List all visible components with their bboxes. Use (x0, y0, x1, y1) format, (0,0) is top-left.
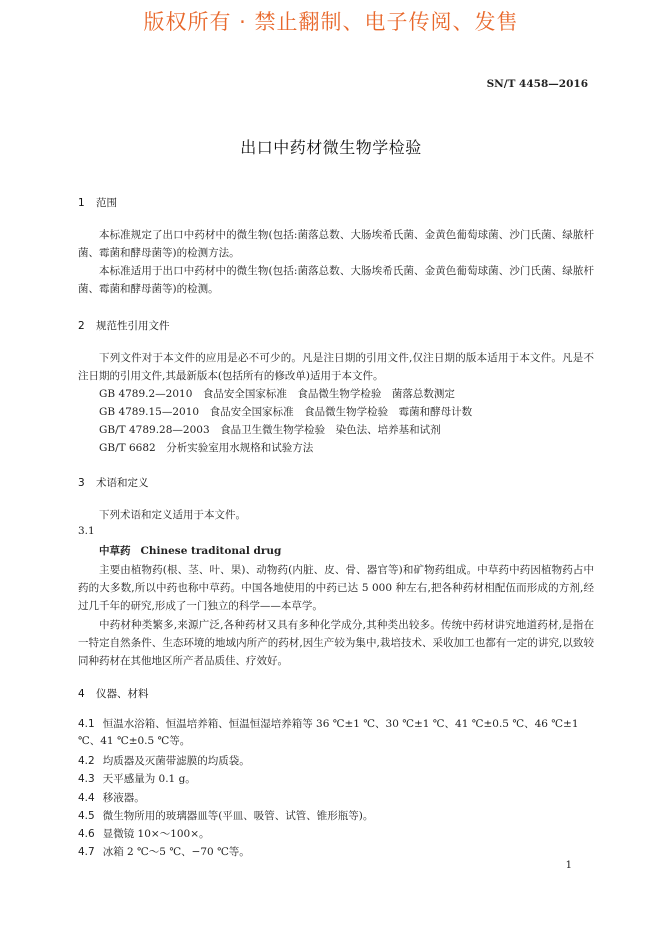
item-text: 冰箱 2 ℃～5 ℃、−70 ℃等。 (102, 846, 250, 858)
section-number: 1 (78, 197, 85, 209)
section-title: 术语和定义 (96, 477, 149, 489)
term-chinese: 中草药 (99, 545, 131, 557)
section-title: 范围 (96, 197, 117, 209)
item-text: 微生物所用的玻璃器皿等(平皿、吸管、试管、锥形瓶等)。 (102, 810, 374, 822)
section-number: 2 (78, 320, 85, 332)
section-1-heading (78, 195, 117, 210)
list-item (78, 753, 594, 770)
reference-item: GB/T 4789.28—2003 食品卫生微生物学检验 染色法、培养基和试剂 (99, 424, 441, 436)
list-item (78, 826, 594, 843)
section-3-heading (78, 475, 149, 490)
page-number: 1 (565, 860, 572, 871)
document-title: 出口中药材微生物学检验 (240, 138, 422, 157)
list-item (78, 716, 594, 750)
section-number: 3 (78, 477, 85, 489)
list-item (78, 790, 594, 807)
definition-paragraph: 主要由植物药(根、茎、叶、果)、动物药(内脏、皮、骨、器官等)和矿物药组成。中草药中药因植物药占中药的大多数,所以中药也称中草药。中国各地使用的中药已达 5 000 种左右,把各种药材相配伍而形成的方剂,经过几千年的研究,形成了一门独立的科学——本草学。 (78, 564, 594, 612)
standard-code: SN/T 4458—2016 (486, 78, 588, 90)
item-text: 恒温水浴箱、恒温培养箱、恒温恒湿培养箱等 36 ℃±1 ℃、30 ℃±1 ℃、41 ℃±0.5 ℃、46 ℃±1 ℃、41 ℃±0.5 ℃等。 (78, 718, 579, 747)
section-number: 4 (78, 688, 85, 700)
item-text: 显微镜 10×～100×。 (102, 828, 210, 840)
item-number: 4.7 (78, 846, 95, 858)
item-number: 4.2 (78, 755, 95, 767)
item-text: 天平感量为 0.1 g。 (102, 773, 196, 785)
item-number: 4.5 (78, 810, 95, 822)
paragraph: 下列文件对于本文件的应用是必不可少的。凡是注日期的引用文件,仅注日期的版本适用于本文件。凡是不注日期的引用文件,其最新版本(包括所有的修改单)适用于本文件。 (78, 352, 594, 382)
item-number: 4.4 (78, 792, 95, 804)
section-2-heading (78, 318, 170, 333)
reference-item: GB 4789.15—2010 食品安全国家标准 食品微生物学检验 霉菌和酵母计数 (99, 406, 473, 418)
section-title: 规范性引用文件 (96, 320, 170, 332)
paragraph: 下列术语和定义适用于本文件。 (99, 509, 246, 521)
list-item (78, 844, 594, 861)
item-text: 均质器及灭菌带滤膜的均质袋。 (102, 755, 250, 767)
section-title: 仪器、材料 (96, 688, 149, 700)
reference-item: GB/T 6682 分析实验室用水规格和试验方法 (99, 442, 314, 454)
term-heading (99, 543, 281, 558)
list-item (78, 808, 594, 825)
paragraph: 本标准规定了出口中药材中的微生物(包括:菌落总数、大肠埃希氏菌、金黄色葡萄球菌、沙门氏菌、绿脓杆菌、霉菌和酵母菌等)的检测方法。 (78, 229, 594, 259)
section-4-heading (78, 686, 149, 701)
item-number: 4.3 (78, 773, 95, 785)
definition-paragraph: 中药材种类繁多,来源广泛,各种药材又具有多种化学成分,其种类出较多。传统中药材讲究地道药材,是指在一特定自然条件、生态环境的地域内所产的药材,因生产较为集中,栽培技术、采收加工也都有一定的讲究,以致较同种药材在其他地区所产者品质佳、疗效好。 (78, 619, 594, 667)
reference-item: GB 4789.2—2010 食品安全国家标准 食品微生物学检验 菌落总数测定 (99, 388, 455, 400)
term-english: Chinese traditonal drug (140, 545, 282, 557)
item-number: 4.6 (78, 828, 95, 840)
item-number: 4.1 (78, 718, 95, 730)
paragraph: 本标准适用于出口中药材中的微生物(包括:菌落总数、大肠埃希氏菌、金黄色葡萄球菌、沙门氏菌、绿脓杆菌、霉菌和酵母菌等)的检测。 (78, 265, 594, 295)
term-number: 3.1 (78, 525, 95, 537)
list-item (78, 771, 594, 788)
item-text: 移液器。 (102, 792, 145, 804)
watermark: 版权所有 · 禁止翻制、电子传阅、发售 (143, 10, 519, 34)
